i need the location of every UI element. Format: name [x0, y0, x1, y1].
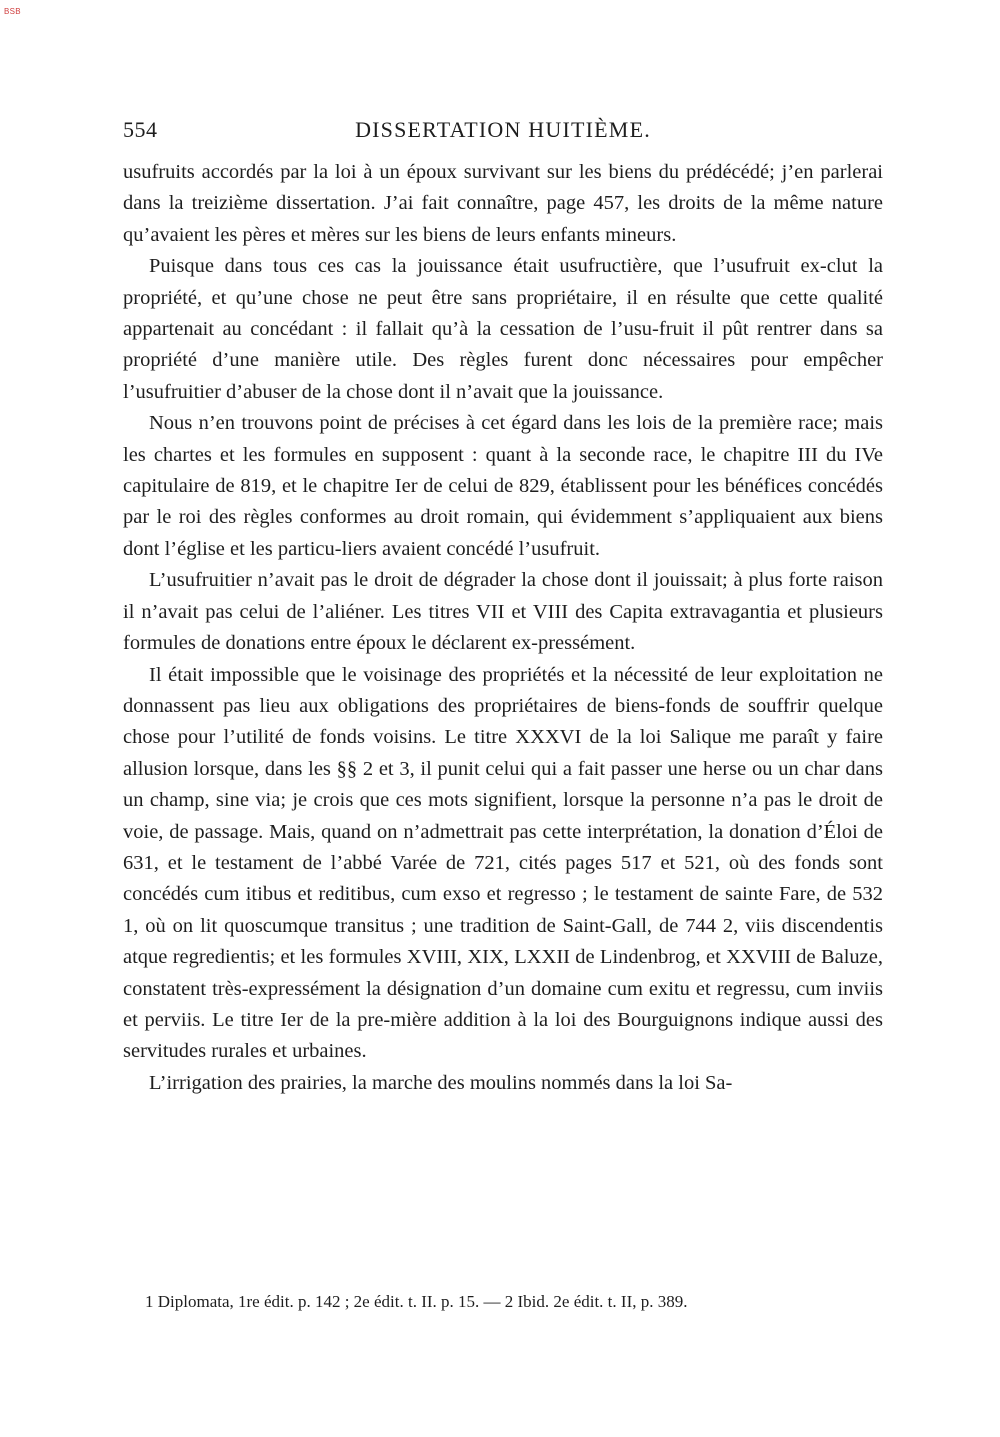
page-number: 554	[123, 117, 158, 142]
paragraph: L’usufruitier n’avait pas le droit de dégrader la chose dont il jouissait; à plus forte raison il n’avait pas celui de l’aliéner. Les titres VII et VIII des Capita extravagantia et plusieurs formules de donations entre époux le déclarent ex-pressément.	[123, 569, 883, 655]
paragraph-continuation: usufruits accordés par la loi à un époux survivant sur les biens du prédécédé; j’en parlerai dans la treizième dissertation. J’ai fait connaître, page 457, les droits de la même nature qu’avaient les pères et mères sur les biens de leurs enfants mineurs.	[123, 161, 883, 246]
paragraph: Il était impossible que le voisinage des propriétés et la nécessité de leur exploitation ne donnassent pas lieu aux obligations des propriétaires de biens-fonds de souffrir quelque chose pour l’utilité de fonds voisins. Le titre XXXVI de la loi Salique me paraît y faire allusion lorsque, dans les §§ 2 et 3, il punit celui qui a fait passer une herse ou un char dans un champ, sine via; je crois que ces mots signifient, lorsque la personne n’a pas le droit de voie, de passage. Mais, quand on n’admettrait pas cette interprétation, la donation d’Éloi de 631, et le testament de l’abbé Varée de 721, cités pages 517 et 521, où des fonds sont concédés cum itibus et reditibus, cum exso et regresso ; le testament de sainte Fare, de 532 1, où on lit quoscumque transitus ; une tradition de Saint-Gall, de 744 2, viis discendentis atque regredientis; et les formules XVIII, XIX, LXXII de Lindenbrog, et XXVIII de Baluze, constatent très-expressément la désignation d’un domaine cum exitu et regressu, cum inviis et perviis. Le titre Ier de la pre-mière addition à la loi des Bourguignons indique aussi des servitudes rurales et urbaines.	[123, 663, 883, 1063]
running-title: DISSERTATION HUITIÈME.	[355, 117, 651, 142]
paragraph: Puisque dans tous ces cas la jouissance était usufructière, que l’usufruit ex-clut la propriété, et qu’une chose ne peut être sans propriétaire, il en résulte que cette qualité appartenait au concédant : il fallait qu’à la cessation de l’usu-fruit il pût rentrer dans sa propriété d’une manière utile. Des règles furent donc nécessaires pour empêcher l’usufruitier d’abuser de la chose dont il n’avait que la jouissance.	[123, 255, 883, 403]
body-text	[123, 157, 883, 1099]
page-header	[123, 117, 883, 147]
paragraph: L’irrigation des prairies, la marche des moulins nommés dans la loi Sa-	[149, 1071, 733, 1094]
footnote: 1 Diplomata, 1re édit. p. 142 ; 2e édit. t. II. p. 15. — 2 Ibid. 2e édit. t. II, p. 389.	[145, 1292, 688, 1311]
paragraph: Nous n’en trouvons point de précises à cet égard dans les lois de la première race; mais les chartes et les formules en supposent : quant à la seconde race, le chapitre III du IVe capitulaire de 819, et le chapitre Ier de celui de 829, établissent pour les bénéfices concédés par le roi des règles conformes au droit romain, qui évidemment s’appliquaient aux biens dont l’église et les particu-liers avaient concédé l’usufruit.	[123, 412, 883, 560]
library-watermark: BSB	[4, 7, 21, 16]
